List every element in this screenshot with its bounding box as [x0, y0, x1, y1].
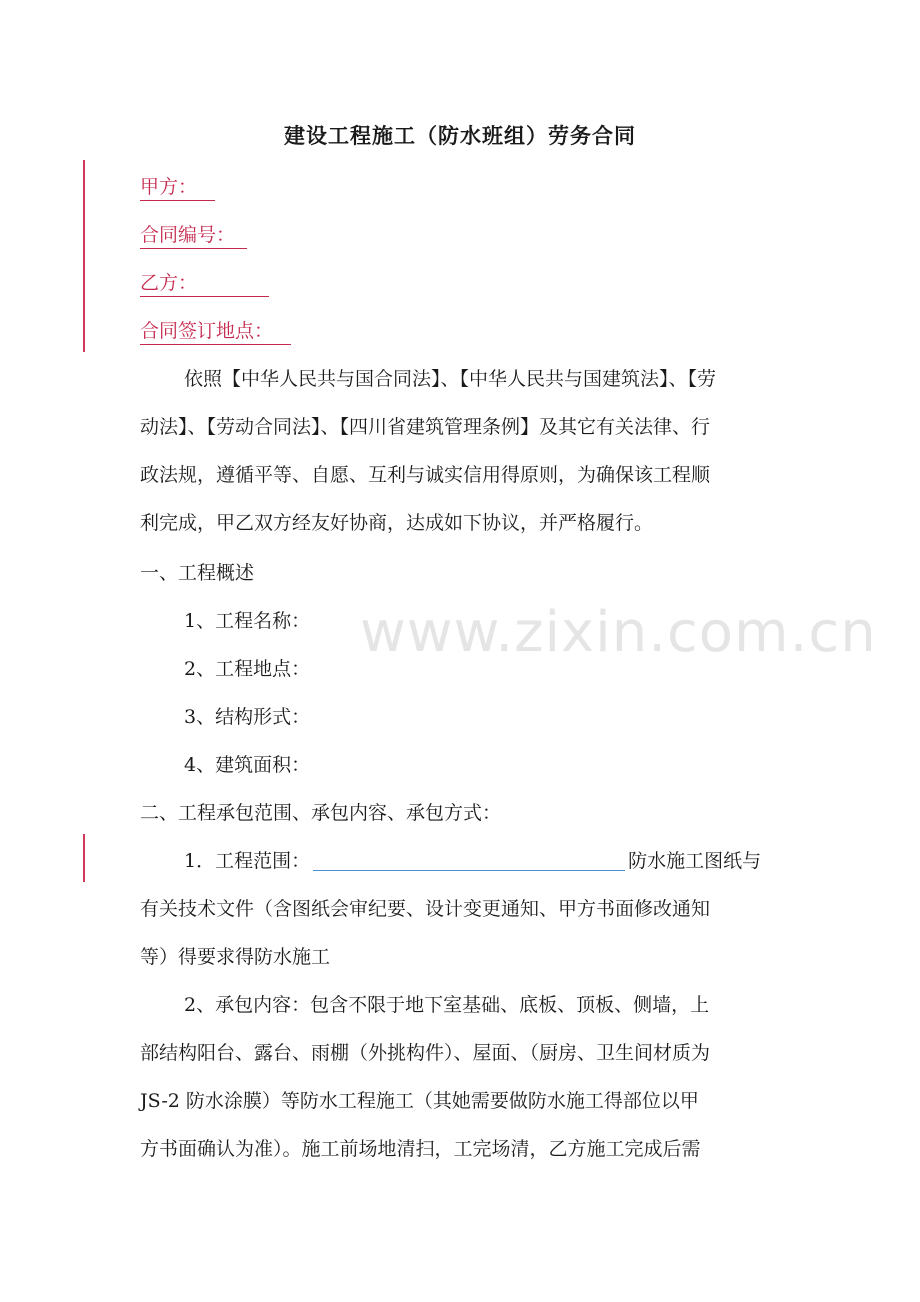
list-item: 3、结构形式：	[184, 706, 311, 728]
party-b-field[interactable]	[140, 268, 269, 297]
content-line: 2、承包内容：包含不限于地下室基础、底板、顶板、侧墙，上	[184, 994, 710, 1016]
content-line: 方书面确认为准）。施工前场地清扫，工完场清，乙方施工完成后需	[140, 1138, 701, 1160]
list-item: 1、工程名称：	[184, 610, 311, 632]
content-line: 部结构阳台、露台、雨棚（外挑构件）、屋面、（厨房、卫生间材质为	[140, 1042, 711, 1064]
scope-line	[184, 846, 761, 873]
intro-line: 依照【中华人民共与国合同法】、【中华人民共与国建筑法】、【劳	[184, 368, 717, 390]
scope-blank-field[interactable]	[313, 850, 625, 871]
scope-line: 等）得要求得防水施工	[140, 946, 331, 968]
intro-line: 动法】、【劳动合同法】、【四川省建筑管理条例】及其它有关法律、行	[140, 416, 711, 438]
scope-label: 1．工程范围：	[184, 850, 311, 872]
contract-no-label: 合同编号：	[140, 224, 236, 246]
revision-bar	[83, 834, 85, 882]
party-a-label: 甲方：	[140, 176, 198, 198]
contract-no-field[interactable]	[140, 220, 247, 249]
scope-line: 有关技术文件（含图纸会审纪要、设计变更通知、甲方书面修改通知	[140, 898, 711, 920]
intro-line: 利完成，甲乙双方经友好协商，达成如下协议，并严格履行。	[140, 512, 654, 534]
sign-place-field[interactable]	[140, 316, 291, 345]
section-heading: 二、工程承包范围、承包内容、承包方式：	[140, 802, 502, 824]
content-line: JS-2 防水涂膜）等防水工程施工（其她需要做防水施工得部位以甲	[140, 1090, 699, 1112]
party-b-label: 乙方：	[140, 272, 198, 294]
list-item: 2、工程地点：	[184, 658, 311, 680]
section-heading: 一、工程概述	[140, 562, 255, 584]
watermark: www.zixin.com.cn	[360, 600, 877, 665]
revision-bar	[83, 160, 85, 352]
sign-place-label: 合同签订地点：	[140, 320, 274, 342]
intro-line: 政法规，遵循平等、自愿、互利与诚实信用得原则，为确保该工程顺	[140, 464, 711, 486]
document-title: 建设工程施工（防水班组）劳务合同	[284, 123, 636, 148]
scope-tail: 防水施工图纸与	[628, 850, 762, 872]
party-a-field[interactable]	[140, 172, 215, 201]
list-item: 4、建筑面积：	[184, 754, 311, 776]
